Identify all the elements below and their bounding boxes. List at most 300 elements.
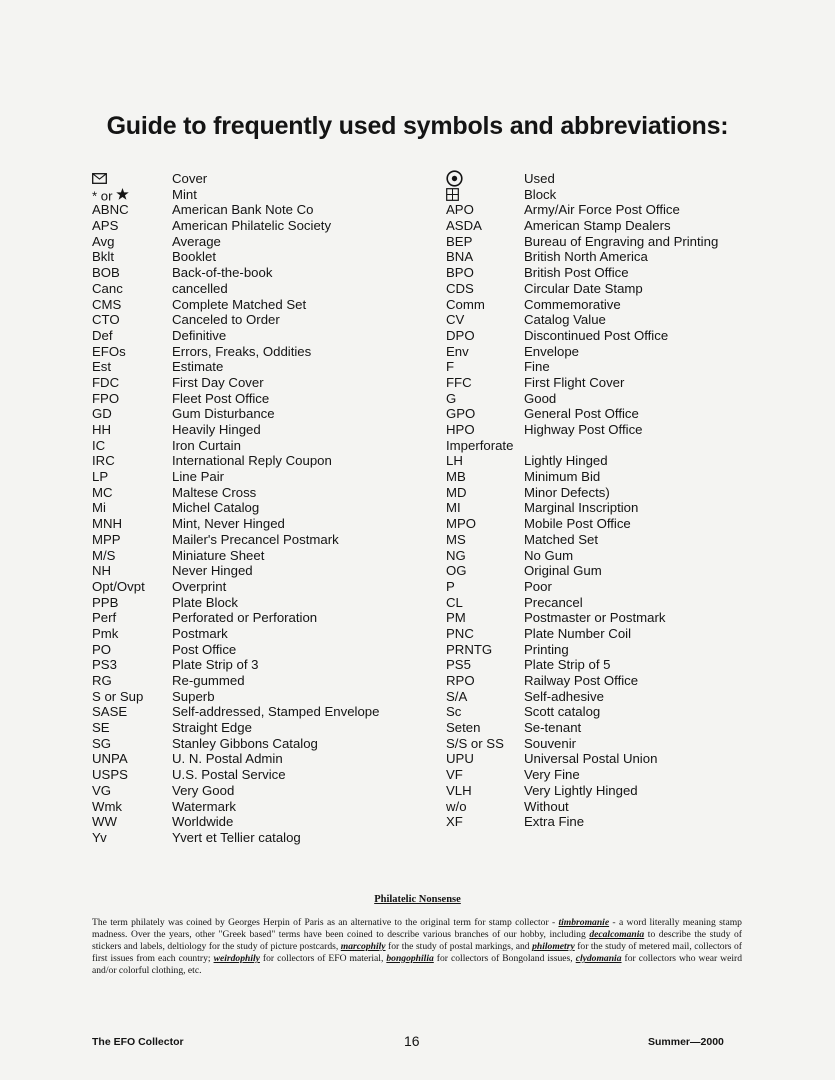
abbreviation-meaning: Iron Curtain [172, 437, 241, 453]
abbreviation-text: PNC [446, 625, 474, 641]
abbreviation-term [92, 516, 172, 532]
abbreviation-term [446, 359, 524, 375]
abbreviation-meaning: Heavily Hinged [172, 422, 261, 437]
abbreviation-row [446, 783, 786, 799]
abbreviation-row [92, 532, 442, 548]
circled-dot-icon [446, 171, 463, 186]
abbreviation-term [92, 673, 172, 689]
abbreviation-term [92, 422, 172, 438]
abbreviation-row [92, 281, 442, 297]
block-grid-icon [446, 187, 459, 202]
abbreviation-meaning: Self-adhesive [524, 688, 604, 704]
abbreviation-term [92, 312, 172, 328]
abbreviation-row [446, 673, 786, 689]
abbreviation-text: BNA [446, 249, 474, 265]
abbreviation-term [446, 673, 524, 689]
philatelic-term: clydomania [575, 953, 622, 964]
abbreviation-term [92, 767, 172, 783]
abbreviation-text: XF [446, 814, 463, 830]
abbreviation-text: ABNC [92, 202, 129, 218]
abbreviation-term [446, 422, 524, 438]
abbreviation-term [446, 767, 524, 783]
abbreviation-text: Bklt [92, 249, 114, 265]
abbreviation-term [446, 751, 524, 767]
abbreviation-meaning: Average [172, 233, 221, 249]
abbreviation-row [446, 500, 786, 516]
abbreviation-term [92, 469, 172, 485]
abbreviation-text: Yv [92, 829, 107, 845]
abbreviation-row [446, 767, 786, 783]
abbreviation-term [446, 689, 524, 705]
abbreviation-meaning: Plate Strip of 5 [524, 657, 611, 673]
abbreviation-row [446, 751, 786, 767]
abbreviation-text: Seten [446, 720, 481, 736]
abbreviation-meaning: Without [524, 798, 569, 814]
abbreviation-text: Perf [92, 610, 117, 626]
abbreviation-meaning: Mint [172, 186, 197, 202]
abbreviation-meaning: Self-addressed, Stamped Envelope [172, 704, 380, 720]
abbreviation-term [92, 548, 172, 564]
abbreviation-row [446, 218, 786, 234]
abbreviation-meaning: Minor Defects) [524, 484, 610, 500]
abbreviation-term [92, 328, 172, 344]
abbreviation-term [446, 579, 524, 595]
abbreviation-term [446, 736, 524, 752]
abbreviation-meaning: Line Pair [172, 469, 225, 485]
abbreviation-term [92, 234, 172, 250]
abbreviation-meaning: American Bank Note Co [172, 202, 314, 218]
abbreviation-row [92, 485, 442, 501]
abbreviation-meaning: Straight Edge [172, 720, 252, 736]
abbreviation-text: MI [446, 500, 461, 516]
abbreviation-meaning: Highway Post Office [524, 422, 643, 437]
abbreviation-term [92, 375, 172, 391]
abbreviation-meaning: Re-gummed [172, 673, 245, 688]
abbreviation-row [446, 281, 786, 297]
abbreviation-term [92, 626, 172, 642]
abbreviation-row [446, 453, 786, 469]
abbreviation-meaning: Fine [524, 359, 550, 375]
abbreviation-row [92, 187, 442, 203]
philatelic-term: marcophily [340, 941, 386, 952]
abbreviation-term [446, 265, 524, 281]
abbreviation-term [446, 720, 524, 736]
nonsense-paragraph [92, 917, 742, 977]
abbreviation-text: PS5 [446, 657, 471, 673]
abbreviation-term [92, 249, 172, 265]
abbreviation-text: MC [92, 484, 113, 500]
abbreviation-row [446, 391, 786, 407]
abbreviation-row [446, 328, 786, 344]
abbreviation-row [92, 610, 442, 626]
abbreviation-term [92, 689, 172, 705]
abbreviation-term [446, 799, 524, 815]
abbreviation-text: MPO [446, 516, 477, 532]
abbreviation-term [92, 391, 172, 407]
abbreviation-text: FPO [92, 390, 120, 406]
abbreviation-row [446, 532, 786, 548]
philatelic-term: decalcomania [589, 929, 645, 940]
abbreviation-meaning: Printing [524, 641, 569, 657]
paragraph-text: for the study of postal markings, and [385, 941, 533, 952]
abbreviation-term [92, 720, 172, 736]
abbreviation-term [92, 736, 172, 752]
abbreviation-text: P [446, 578, 455, 594]
abbreviation-row [92, 783, 442, 799]
abbreviation-row [446, 249, 786, 265]
abbreviation-row [446, 548, 786, 564]
abbreviation-text: IC [92, 437, 106, 453]
abbreviation-row [92, 312, 442, 328]
abbreviation-row [92, 328, 442, 344]
abbreviation-term [92, 799, 172, 815]
abbreviation-meaning: No Gum [524, 547, 574, 563]
abbreviation-row [92, 736, 442, 752]
abbreviation-meaning: First Day Cover [172, 374, 264, 390]
abbreviation-term [446, 642, 524, 658]
abbreviation-term [92, 704, 172, 720]
abbreviation-term [92, 406, 172, 422]
abbreviation-row [92, 469, 442, 485]
abbreviation-meaning: U.S. Postal Service [172, 767, 286, 783]
abbreviation-meaning: U. N. Postal Admin [172, 751, 283, 767]
abbreviation-term [446, 406, 524, 422]
abbreviation-row [446, 438, 786, 454]
abbreviation-text: VF [446, 767, 463, 783]
abbreviation-text: SG [92, 735, 112, 751]
abbreviation-row [92, 720, 442, 736]
abbreviation-term [92, 610, 172, 626]
abbreviation-term [92, 202, 172, 218]
envelope-icon [92, 171, 107, 186]
abbreviation-row [446, 579, 786, 595]
abbreviation-text: MD [446, 484, 467, 500]
abbreviation-row [92, 814, 442, 830]
abbreviation-meaning: Discontinued Post Office [524, 327, 669, 343]
abbreviation-row [446, 469, 786, 485]
abbreviation-meaning: Errors, Freaks, Oddities [172, 343, 312, 359]
abbreviation-row [92, 297, 442, 313]
abbreviation-term [92, 453, 172, 469]
abbreviation-row [92, 359, 442, 375]
abbreviation-meaning: Stanley Gibbons Catalog [172, 735, 318, 751]
abbreviation-row [92, 751, 442, 767]
abbreviation-term [92, 344, 172, 360]
abbreviation-text: Mi [92, 500, 106, 516]
abbreviation-text: PO [92, 641, 112, 657]
star-icon [116, 187, 129, 202]
abbreviation-text: BPO [446, 265, 474, 281]
abbreviation-meaning: Used [524, 171, 555, 186]
abbreviation-text: PS3 [92, 657, 117, 673]
abbreviation-meaning: Yvert et Tellier catalog [172, 829, 301, 845]
abbreviation-row [92, 563, 442, 579]
abbreviation-term [446, 249, 524, 265]
abbreviation-meaning: Souvenir [524, 735, 577, 751]
abbreviation-row [446, 595, 786, 611]
abbreviation-text: S or Sup [92, 688, 144, 704]
abbreviation-meaning: Definitive [172, 327, 227, 343]
abbreviation-meaning: Circular Date Stamp [524, 280, 643, 296]
abbreviation-text: BOB [92, 265, 120, 281]
abbreviation-text: ASDA [446, 218, 482, 234]
abbreviation-text: UPU [446, 751, 474, 767]
abbreviation-meaning: Scott catalog [524, 704, 601, 720]
abbreviation-text: Imperforate [446, 437, 514, 453]
abbreviation-row [92, 673, 442, 689]
abbreviation-term [446, 485, 524, 501]
abbreviation-term [446, 187, 524, 203]
abbreviation-text: GD [92, 406, 112, 422]
abbreviation-row [446, 704, 786, 720]
abbreviation-meaning: Bureau of Engraving and Printing [524, 233, 719, 249]
abbreviation-meaning: cancelled [172, 280, 228, 296]
abbreviation-text: CMS [92, 296, 122, 312]
abbreviation-meaning: Very Fine [524, 767, 580, 783]
philatelic-term: weirdophily [213, 953, 260, 964]
abbreviation-term [446, 281, 524, 297]
abbreviation-term [92, 359, 172, 375]
paragraph-text: for the study of metered mail, collectors of first issues from each country; [92, 941, 743, 964]
abbreviation-term [92, 595, 172, 611]
abbreviation-term [446, 469, 524, 485]
abbreviation-text: Env [446, 343, 469, 359]
paragraph-text: - a word literally meaning stamp madness. Over the years, other "Greek based" terms have been coined to describe various branches of our hobby, including [92, 917, 742, 940]
abbreviation-row [446, 265, 786, 281]
abbreviation-text: Avg [92, 233, 115, 249]
abbreviation-row [92, 799, 442, 815]
abbreviation-meaning: Overprint [172, 578, 227, 594]
abbreviation-term [446, 202, 524, 218]
abbreviation-row [446, 406, 786, 422]
abbreviation-meaning: Maltese Cross [172, 484, 257, 500]
abbreviation-term [446, 610, 524, 626]
abbreviation-meaning: Envelope [524, 343, 579, 359]
abbreviation-text: CDS [446, 280, 474, 296]
abbreviation-term [446, 375, 524, 391]
abbreviation-term [92, 297, 172, 313]
abbreviation-meaning: Booklet [172, 249, 216, 265]
abbreviation-text: G [446, 390, 457, 406]
abbreviation-term [446, 548, 524, 564]
abbreviation-text: MB [446, 469, 466, 485]
abbreviation-term [446, 814, 524, 830]
abbreviation-term [92, 830, 172, 846]
abbreviation-row [446, 799, 786, 815]
abbreviation-term [446, 516, 524, 532]
paragraph-text: to describe the study of stickers and labels, deltiology for the study of picture postcards, [92, 929, 742, 952]
abbreviation-text: NH [92, 563, 112, 579]
abbreviation-term [92, 500, 172, 516]
abbreviation-meaning: Matched Set [524, 531, 599, 547]
abbreviation-text: MNH [92, 516, 123, 532]
abbreviation-row [92, 500, 442, 516]
abbreviation-row [92, 830, 442, 846]
abbreviation-meaning: Postmaster or Postmark [524, 610, 666, 626]
abbreviation-term [92, 563, 172, 579]
abbreviation-meaning: Gum Disturbance [172, 406, 275, 422]
abbreviation-text: VG [92, 782, 112, 798]
abbreviation-row [92, 657, 442, 673]
abbreviation-text: PRNTG [446, 641, 493, 657]
abbreviation-text: Pmk [92, 625, 119, 641]
abbreviation-term [446, 438, 524, 454]
abbreviation-text: CTO [92, 312, 120, 328]
abbreviation-row [92, 595, 442, 611]
abbreviation-meaning: Complete Matched Set [172, 296, 307, 312]
abbreviation-meaning: Mint, Never Hinged [172, 516, 285, 532]
abbreviation-term [92, 579, 172, 595]
abbreviation-text: LH [446, 453, 463, 469]
abbreviation-meaning: Mailer's Precancel Postmark [172, 531, 339, 547]
footer-issue: Summer—2000 [648, 1036, 724, 1048]
abbreviation-meaning: American Stamp Dealers [524, 218, 671, 234]
abbreviation-term [92, 281, 172, 297]
abbreviation-term [92, 438, 172, 454]
abbreviation-row [446, 689, 786, 705]
abbreviation-text: MPP [92, 531, 121, 547]
abbreviation-meaning: International Reply Coupon [172, 453, 332, 469]
abbreviation-row [92, 689, 442, 705]
abbreviation-row [92, 579, 442, 595]
abbreviation-row [92, 391, 442, 407]
abbreviation-text: M/S [92, 547, 116, 563]
abbreviation-meaning: Original Gum [524, 563, 602, 579]
abbreviation-row [446, 359, 786, 375]
philatelic-term: timbromanie [558, 917, 610, 928]
abbreviation-row [92, 234, 442, 250]
abbreviation-row [446, 516, 786, 532]
abbreviation-term [92, 657, 172, 673]
abbreviation-text: LP [92, 469, 109, 485]
abbreviation-meaning: Miniature Sheet [172, 547, 265, 563]
abbreviation-row [446, 485, 786, 501]
abbreviation-text: Def [92, 327, 113, 343]
abbreviation-row [446, 422, 786, 438]
abbreviation-term [92, 814, 172, 830]
abbreviation-meaning: Block [524, 186, 557, 202]
abbreviation-text: w/o [446, 798, 467, 814]
abbreviation-row [92, 704, 442, 720]
abbreviation-term [92, 171, 172, 187]
abbreviation-meaning: Extra Fine [524, 814, 585, 830]
abbreviation-text: Sc [446, 704, 462, 720]
abbreviation-meaning: Plate Block [172, 594, 238, 610]
abbreviation-term [92, 751, 172, 767]
abbreviation-meaning: Back-of-the-book [172, 265, 273, 281]
paragraph-text: for collectors of Bongoland issues, [433, 953, 576, 964]
abbreviation-term [446, 783, 524, 799]
abbreviation-term [446, 218, 524, 234]
abbreviation-meaning: Cover [172, 171, 208, 186]
abbreviation-row [446, 814, 786, 830]
abbreviation-text: * or [92, 188, 113, 204]
abbreviation-row [92, 642, 442, 658]
abbreviation-term [92, 532, 172, 548]
page-title: Guide to frequently used symbols and abbreviations: [106, 112, 729, 140]
abbreviation-row [92, 375, 442, 391]
abbreviation-meaning: Lightly Hinged [524, 453, 608, 469]
abbreviation-meaning: General Post Office [524, 406, 639, 422]
abbreviation-list-left [92, 171, 442, 846]
abbreviation-meaning: Se-tenant [524, 720, 582, 736]
abbreviation-text: APS [92, 218, 119, 234]
paragraph-text: The term philately was coined by Georges Herpin of Paris as an alternative to the original term for stamp collector - [92, 917, 559, 928]
abbreviation-meaning: Estimate [172, 359, 224, 375]
abbreviation-text: Canc [92, 280, 123, 296]
abbreviation-meaning: Marginal Inscription [524, 500, 639, 516]
abbreviation-row [92, 767, 442, 783]
abbreviation-meaning: Plate Number Coil [524, 625, 632, 641]
abbreviation-term [446, 171, 524, 187]
abbreviation-meaning: Army/Air Force Post Office [524, 202, 680, 218]
abbreviation-meaning: Universal Postal Union [524, 751, 658, 767]
abbreviation-term [446, 532, 524, 548]
abbreviation-meaning: Perforated or Perforation [172, 610, 318, 626]
abbreviation-meaning: Poor [524, 578, 552, 594]
abbreviation-text: OG [446, 563, 467, 579]
nonsense-heading: Philatelic Nonsense [374, 894, 461, 905]
abbreviation-meaning: Very Lightly Hinged [524, 782, 638, 798]
abbreviation-meaning: Very Good [172, 782, 235, 798]
abbreviation-row [446, 610, 786, 626]
abbreviation-meaning: Never Hinged [172, 563, 253, 579]
abbreviation-meaning: Railway Post Office [524, 673, 639, 688]
abbreviation-text: DPO [446, 327, 475, 343]
abbreviation-meaning: Superb [172, 688, 215, 704]
abbreviation-text: GPO [446, 406, 476, 422]
abbreviation-term [446, 344, 524, 360]
abbreviation-text: HPO [446, 422, 475, 437]
abbreviation-row [92, 516, 442, 532]
abbreviation-meaning: Michel Catalog [172, 500, 260, 516]
abbreviation-meaning: British North America [524, 249, 648, 265]
abbreviation-text: Wmk [92, 798, 123, 814]
philatelic-term: bongophilia [386, 953, 434, 964]
abbreviation-list-right [446, 171, 786, 830]
abbreviation-term [446, 704, 524, 720]
abbreviation-row [446, 657, 786, 673]
abbreviation-text: FFC [446, 374, 472, 390]
abbreviation-meaning: Post Office [172, 641, 237, 657]
footer-page-number: 16 [404, 1033, 420, 1049]
abbreviation-row [446, 297, 786, 313]
abbreviation-meaning: Postmark [172, 625, 228, 641]
abbreviation-row [446, 626, 786, 642]
abbreviation-row [92, 265, 442, 281]
abbreviation-text: NG [446, 547, 466, 563]
abbreviation-text: IRC [92, 453, 115, 469]
abbreviation-text: VLH [446, 782, 472, 798]
paragraph-text: for collectors who wear weird and/or colorful clothing, etc. [92, 953, 743, 976]
abbreviation-row [446, 202, 786, 218]
abbreviation-text: WW [92, 814, 117, 830]
abbreviation-text: UNPA [92, 751, 128, 767]
abbreviation-row [446, 375, 786, 391]
abbreviation-row [446, 171, 786, 187]
abbreviation-text: S/A [446, 688, 468, 704]
abbreviation-text: APO [446, 202, 474, 218]
abbreviation-meaning: Precancel [524, 594, 583, 610]
abbreviation-row [446, 736, 786, 752]
abbreviation-meaning: First Flight Cover [524, 374, 625, 390]
abbreviation-row [446, 234, 786, 250]
abbreviation-meaning: Canceled to Order [172, 312, 280, 328]
abbreviation-term [446, 563, 524, 579]
abbreviation-text: RG [92, 673, 112, 688]
abbreviation-meaning: Commemorative [524, 296, 621, 312]
abbreviation-term [92, 218, 172, 234]
